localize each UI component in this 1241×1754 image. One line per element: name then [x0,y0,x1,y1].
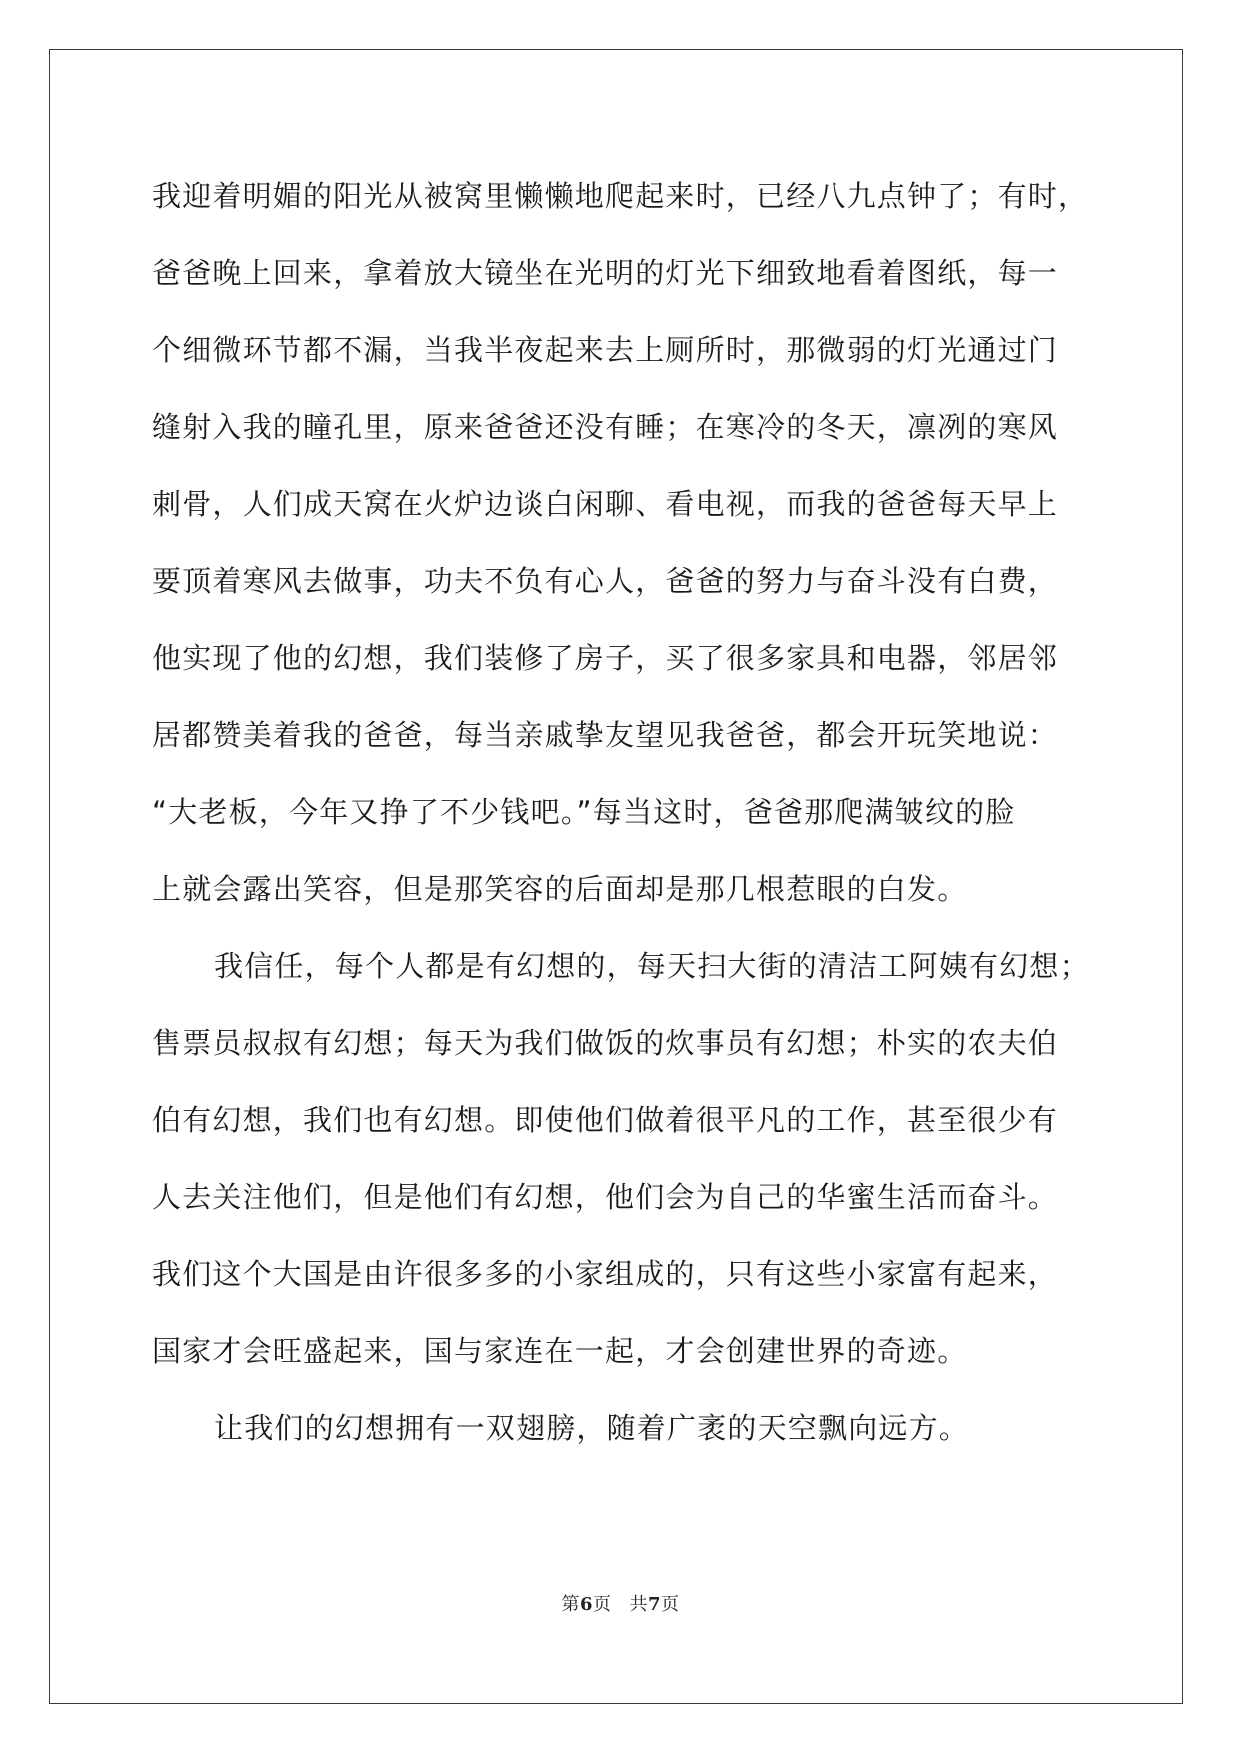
page-total-prefix: 共 [629,1594,648,1615]
page-total: 7 [648,1594,662,1615]
text-line: 国家才会旺盛起来，国与家连在一起，才会创建世界的奇迹。 [152,1334,968,1368]
paragraph-first-line: 让我们的幻想拥有一双翅膀，随着广袤的天空飘向远方。 [214,1411,970,1445]
paragraph-first-line: 我信任，每个人都是有幻想的，每天扫大街的清洁工阿姨有幻想； [214,949,1090,983]
text-line: 刺骨，人们成天窝在火炉边谈白闲聊、看电视，而我的爸爸每天早上 [152,487,1059,521]
text-line: 个细微环节都不漏，当我半夜起来去上厕所时，那微弱的灯光通过门 [152,333,1059,367]
page-number-suffix: 页 [593,1594,612,1615]
page-number-prefix: 第 [561,1594,580,1615]
text-line: 缝射入我的瞳孔里，原来爸爸还没有睡；在寒冷的冬天，凛冽的寒风 [152,410,1059,444]
text-line: 我们这个大国是由许很多多的小家组成的，只有这些小家富有起来， [152,1257,1059,1291]
text-line: 售票员叔叔有幻想；每天为我们做饭的炊事员有幻想；朴实的农夫伯 [152,1026,1059,1060]
text-line: “大老板，今年又挣了不少钱吧。”每当这时，爸爸那爬满皱纹的脸 [152,795,1016,829]
text-line: 上就会露出笑容，但是那笑容的后面却是那几根惹眼的白发。 [152,872,968,906]
text-line: 人去关注他们，但是他们有幻想，他们会为自己的华蜜生活而奋斗。 [152,1180,1059,1214]
text-line: 他实现了他的幻想，我们装修了房子，买了很多家具和电器，邻居邻 [152,641,1059,675]
text-line: 我迎着明媚的阳光从被窝里懒懒地爬起来时，已经八九点钟了；有时， [152,179,1089,213]
text-line: 伯有幻想，我们也有幻想。即使他们做着很平凡的工作，甚至很少有 [152,1103,1059,1137]
page-total-suffix: 页 [661,1594,680,1615]
page-number: 6 [579,1594,593,1615]
text-line: 爸爸晚上回来，拿着放大镜坐在光明的灯光下细致地看着图纸，每一 [152,256,1059,290]
text-line: 要顶着寒风去做事，功夫不负有心人，爸爸的努力与奋斗没有白费， [152,564,1059,598]
page-footer [0,1590,1241,1616]
text-line: 居都赞美着我的爸爸，每当亲戚挚友望见我爸爸，都会开玩笑地说： [152,718,1059,752]
document-body [152,158,1092,1467]
